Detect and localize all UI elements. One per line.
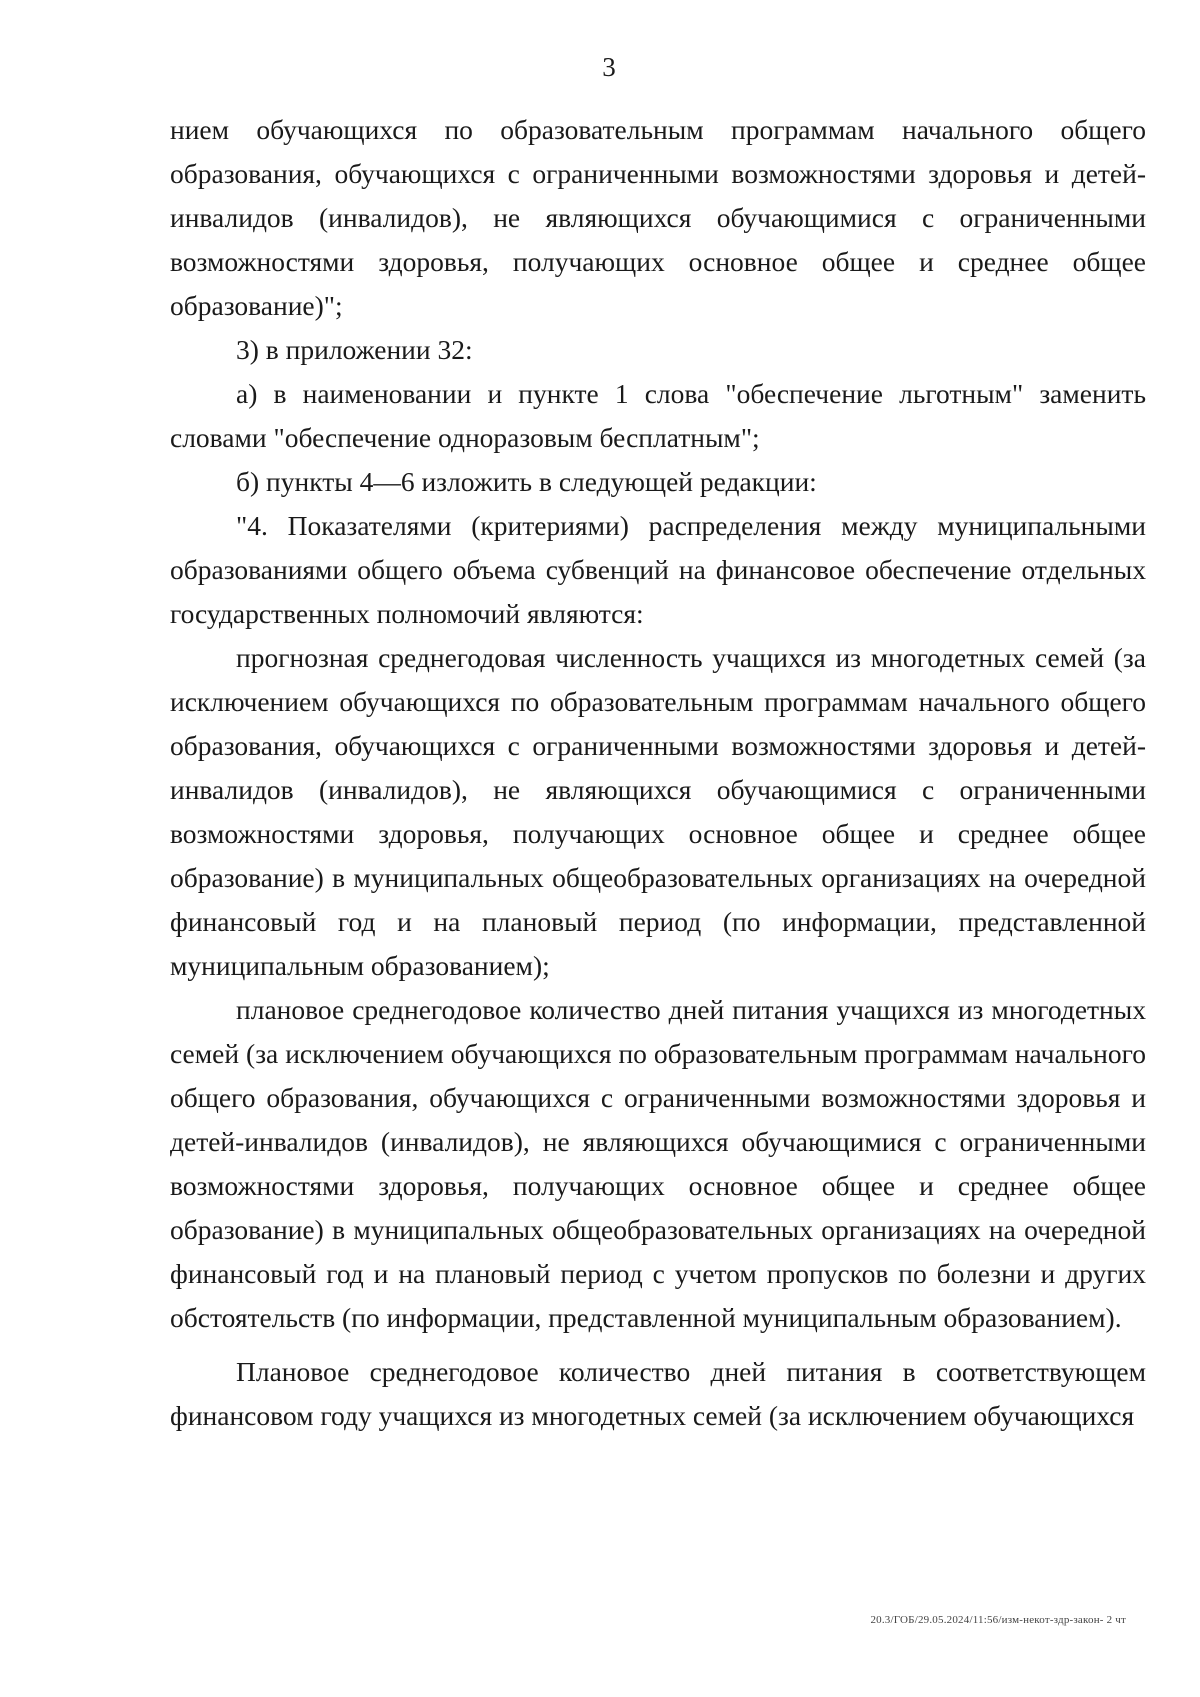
document-footer-code: 20.3/ГОБ/29.05.2024/11:56/изм-некот-здр-закон- 2 чт: [870, 1614, 1126, 1626]
paragraph-item-b: б) пункты 4—6 изложить в следующей редакции:: [236, 466, 817, 497]
paragraph-continuation: нием обучающихся по образовательным программам начального общего образования, обучающихся с ограниченными возможностями здоровья и детей-инвалидов (инвалидов), не являющихся обучающимися с ограниченными возможностями здоровья, получающих основное общее и среднее общее образование)";: [170, 114, 1146, 321]
paragraph-item-a: а) в наименовании и пункте 1 слова "обеспечение льготным" заменить словами "обеспечение одноразовым бесплатным";: [170, 378, 1146, 453]
page-number: 3: [602, 52, 616, 82]
paragraph-point-4: "4. Показателями (критериями) распределения между муниципальными образованиями общего объема субвенций на финансовое обеспечение отдельных государственных полномочий являются:: [170, 510, 1146, 629]
paragraph-planned-days: плановое среднегодовое количество дней питания учащихся из многодетных семей (за исключением обучающихся по образовательным программам начального общего образования, обучающихся с ограниченными возможностями здоровья и детей-инвалидов (инвалидов), не являющихся обучающимися с ограниченными возможностями здоровья, получающих основное общее и среднее общее образование) в муниципальных общеобразовательных организациях на очередной финансовый год и на плановый период с учетом пропусков по болезни и других обстоятельств (по информации, представленной муниципальным образованием).: [170, 994, 1146, 1333]
document-body: [170, 108, 1146, 1438]
paragraph-planned-days-financial-year: Плановое среднегодовое количество дней питания в соответствующем финансовом году учащихся из многодетных семей (за исключением обучающихся: [170, 1356, 1146, 1431]
paragraph-forecast-headcount: прогнозная среднегодовая численность учащихся из многодетных семей (за исключением обучающихся по образовательным программам начального общего образования, обучающихся с ограниченными возможностями здоровья и детей-инвалидов (инвалидов), не являющихся обучающимися с ограниченными возможностями здоровья, получающих основное общее и среднее общее образование) в муниципальных общеобразовательных организациях на очередной финансовый год и на плановый период (по информации, представленной муниципальным образованием);: [170, 642, 1146, 981]
paragraph-appendix-32: 3) в приложении 32:: [236, 334, 473, 365]
